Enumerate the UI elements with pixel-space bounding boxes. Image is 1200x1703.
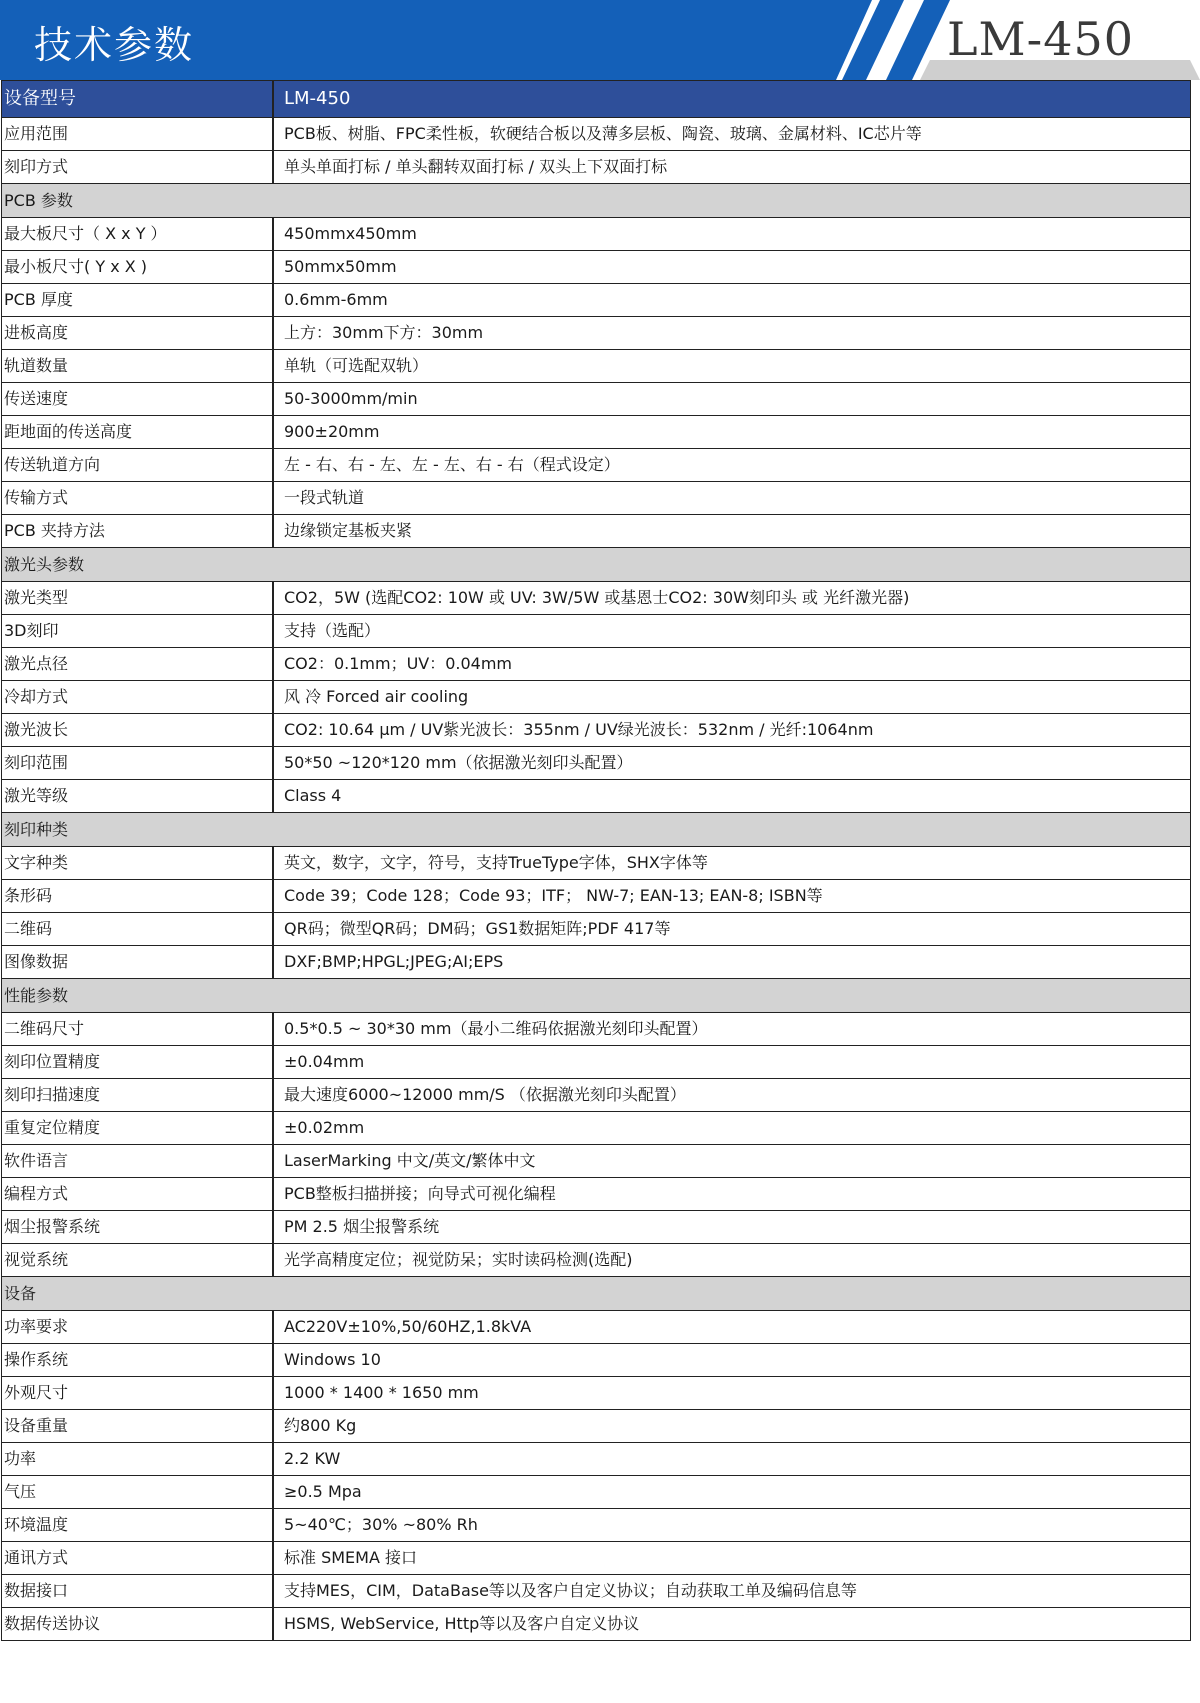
- spec-value: 50*50 ~120*120 mm（依据激光刻印头配置）: [273, 747, 1191, 780]
- table-row: [2, 648, 1191, 681]
- spec-label: 编程方式: [2, 1178, 274, 1211]
- spec-value: ±0.02mm: [273, 1112, 1191, 1145]
- spec-value: 1000 * 1400 * 1650 mm: [273, 1377, 1191, 1410]
- section-row: [2, 813, 1191, 847]
- spec-value: HSMS, WebService, Http等以及客户自定义协议: [273, 1608, 1191, 1641]
- spec-label: 条形码: [2, 880, 274, 913]
- table-row: [2, 747, 1191, 780]
- section-title: 激光头参数: [2, 548, 1191, 582]
- spec-label: 激光波长: [2, 714, 274, 747]
- spec-label: 外观尺寸: [2, 1377, 274, 1410]
- spec-label: PCB 厚度: [2, 284, 274, 317]
- spec-value: 2.2 KW: [273, 1443, 1191, 1476]
- table-row: [2, 946, 1191, 979]
- spec-value: 50mmx50mm: [273, 251, 1191, 284]
- spec-label: 刻印位置精度: [2, 1046, 274, 1079]
- spec-label: 最大板尺寸（ X x Y ）: [2, 218, 274, 251]
- section-title: 设备: [2, 1277, 1191, 1311]
- header-value-cell: LM-450: [273, 81, 1191, 118]
- spec-label: 激光点径: [2, 648, 274, 681]
- spec-value: DXF;BMP;HPGL;JPEG;AI;EPS: [273, 946, 1191, 979]
- spec-label: 重复定位精度: [2, 1112, 274, 1145]
- table-row: [2, 218, 1191, 251]
- section-row: [2, 548, 1191, 582]
- spec-value: ≥0.5 Mpa: [273, 1476, 1191, 1509]
- table-header-row: [2, 81, 1191, 118]
- spec-label: 距地面的传送高度: [2, 416, 274, 449]
- spec-value: 一段式轨道: [273, 482, 1191, 515]
- section-title: PCB 参数: [2, 184, 1191, 218]
- spec-label: 软件语言: [2, 1145, 274, 1178]
- spec-label: 功率要求: [2, 1311, 274, 1344]
- spec-value: 光学高精度定位；视觉防呆；实时读码检测(选配): [273, 1244, 1191, 1277]
- spec-label: 传送速度: [2, 383, 274, 416]
- model-title: LM-450: [947, 12, 1134, 66]
- table-row: [2, 913, 1191, 946]
- table-row: [2, 780, 1191, 813]
- spec-value: PCB板、树脂、FPC柔性板，软硬结合板以及薄多层板、陶瓷、玻璃、金属材料、IC芯片等: [273, 118, 1191, 151]
- table-row: [2, 383, 1191, 416]
- spec-label: 功率: [2, 1443, 274, 1476]
- spec-value: 最大速度6000~12000 mm/S （依据激光刻印头配置）: [273, 1079, 1191, 1112]
- spec-value: PCB整板扫描拼接；向导式可视化编程: [273, 1178, 1191, 1211]
- table-row: [2, 482, 1191, 515]
- table-row: [2, 284, 1191, 317]
- table-row: [2, 615, 1191, 648]
- spec-label: 激光类型: [2, 582, 274, 615]
- table-row: [2, 416, 1191, 449]
- table-row: [2, 1013, 1191, 1046]
- table-row: [2, 1112, 1191, 1145]
- spec-label: 数据接口: [2, 1575, 274, 1608]
- table-row: [2, 1410, 1191, 1443]
- table-row: [2, 515, 1191, 548]
- spec-value: 边缘锁定基板夹紧: [273, 515, 1191, 548]
- spec-label: 二维码尺寸: [2, 1013, 274, 1046]
- spec-table: [1, 80, 1191, 1641]
- spec-label: 数据传送协议: [2, 1608, 274, 1641]
- table-row: [2, 1476, 1191, 1509]
- spec-value: PM 2.5 烟尘报警系统: [273, 1211, 1191, 1244]
- spec-label: 3D刻印: [2, 615, 274, 648]
- spec-label: 刻印范围: [2, 747, 274, 780]
- spec-label: 冷却方式: [2, 681, 274, 714]
- spec-value: 900±20mm: [273, 416, 1191, 449]
- spec-value: Class 4: [273, 780, 1191, 813]
- table-row: [2, 251, 1191, 284]
- section-row: [2, 1277, 1191, 1311]
- table-row: [2, 1443, 1191, 1476]
- table-row: [2, 1211, 1191, 1244]
- table-row: [2, 1145, 1191, 1178]
- spec-value: Code 39；Code 128；Code 93；ITF； NW-7; EAN-13; EAN-8; ISBN等: [273, 880, 1191, 913]
- page-title: 技术参数: [34, 23, 195, 67]
- table-row: [2, 1079, 1191, 1112]
- spec-value: 单头单面打标 / 单头翻转双面打标 / 双头上下双面打标: [273, 151, 1191, 184]
- header-label-cell: 设备型号: [2, 81, 274, 118]
- spec-label: 气压: [2, 1476, 274, 1509]
- spec-value: 支持MES，CIM，DataBase等以及客户自定义协议；自动获取工单及编码信息等: [273, 1575, 1191, 1608]
- spec-value: 5~40℃；30% ~80% Rh: [273, 1509, 1191, 1542]
- table-row: [2, 1344, 1191, 1377]
- spec-value: 0.5*0.5 ~ 30*30 mm（最小二维码依据激光刻印头配置）: [273, 1013, 1191, 1046]
- spec-label: 刻印方式: [2, 151, 274, 184]
- table-row: [2, 151, 1191, 184]
- page-header: [0, 0, 1200, 80]
- spec-value: QR码；微型QR码；DM码；GS1数据矩阵;PDF 417等: [273, 913, 1191, 946]
- spec-value: 约800 Kg: [273, 1410, 1191, 1443]
- spec-value: AC220V±10%,50/60HZ,1.8kVA: [273, 1311, 1191, 1344]
- table-row: [2, 118, 1191, 151]
- table-row: [2, 714, 1191, 747]
- table-row: [2, 880, 1191, 913]
- section-row: [2, 184, 1191, 218]
- spec-value: 标准 SMEMA 接口: [273, 1542, 1191, 1575]
- table-row: [2, 1244, 1191, 1277]
- spec-value: 50-3000mm/min: [273, 383, 1191, 416]
- spec-label: 最小板尺寸( Y x X ): [2, 251, 274, 284]
- section-title: 性能参数: [2, 979, 1191, 1013]
- spec-label: 轨道数量: [2, 350, 274, 383]
- table-row: [2, 350, 1191, 383]
- spec-label: 传送轨道方向: [2, 449, 274, 482]
- spec-label: 操作系统: [2, 1344, 274, 1377]
- spec-value: 支持（选配）: [273, 615, 1191, 648]
- table-row: [2, 1542, 1191, 1575]
- spec-value: ±0.04mm: [273, 1046, 1191, 1079]
- table-row: [2, 1311, 1191, 1344]
- spec-value: 风 冷 Forced air cooling: [273, 681, 1191, 714]
- spec-label: 文字种类: [2, 847, 274, 880]
- spec-label: 刻印扫描速度: [2, 1079, 274, 1112]
- spec-table-body: [2, 81, 1191, 1641]
- spec-value: 英文，数字，文字，符号，支持TrueType字体，SHX字体等: [273, 847, 1191, 880]
- spec-value: 上方：30mm下方：30mm: [273, 317, 1191, 350]
- spec-value: 单轨（可选配双轨）: [273, 350, 1191, 383]
- table-row: [2, 449, 1191, 482]
- spec-value: 左 - 右、右 - 左、左 - 左、右 - 右（程式设定）: [273, 449, 1191, 482]
- spec-value: CO2: 10.64 μm / UV紫光波长：355nm / UV绿光波长：532nm / 光纤:1064nm: [273, 714, 1191, 747]
- spec-value: 450mmx450mm: [273, 218, 1191, 251]
- spec-label: 视觉系统: [2, 1244, 274, 1277]
- section-row: [2, 979, 1191, 1013]
- table-row: [2, 1377, 1191, 1410]
- spec-label: PCB 夹持方法: [2, 515, 274, 548]
- spec-label: 激光等级: [2, 780, 274, 813]
- spec-value: 0.6mm-6mm: [273, 284, 1191, 317]
- spec-label: 图像数据: [2, 946, 274, 979]
- table-row: [2, 681, 1191, 714]
- section-title: 刻印种类: [2, 813, 1191, 847]
- spec-label: 进板高度: [2, 317, 274, 350]
- table-row: [2, 1178, 1191, 1211]
- spec-value: CO2，5W (选配CO2: 10W 或 UV: 3W/5W 或基恩士CO2: 30W刻印头 或 光纤激光器): [273, 582, 1191, 615]
- spec-label: 应用范围: [2, 118, 274, 151]
- spec-label: 传输方式: [2, 482, 274, 515]
- table-row: [2, 1509, 1191, 1542]
- table-row: [2, 582, 1191, 615]
- table-row: [2, 1046, 1191, 1079]
- spec-label: 二维码: [2, 913, 274, 946]
- spec-label: 环境温度: [2, 1509, 274, 1542]
- table-row: [2, 847, 1191, 880]
- spec-label: 烟尘报警系统: [2, 1211, 274, 1244]
- spec-value: Windows 10: [273, 1344, 1191, 1377]
- spec-value: CO2：0.1mm；UV：0.04mm: [273, 648, 1191, 681]
- spec-label: 设备重量: [2, 1410, 274, 1443]
- table-row: [2, 317, 1191, 350]
- table-row: [2, 1575, 1191, 1608]
- spec-label: 通讯方式: [2, 1542, 274, 1575]
- spec-value: LaserMarking 中文/英文/繁体中文: [273, 1145, 1191, 1178]
- table-row: [2, 1608, 1191, 1641]
